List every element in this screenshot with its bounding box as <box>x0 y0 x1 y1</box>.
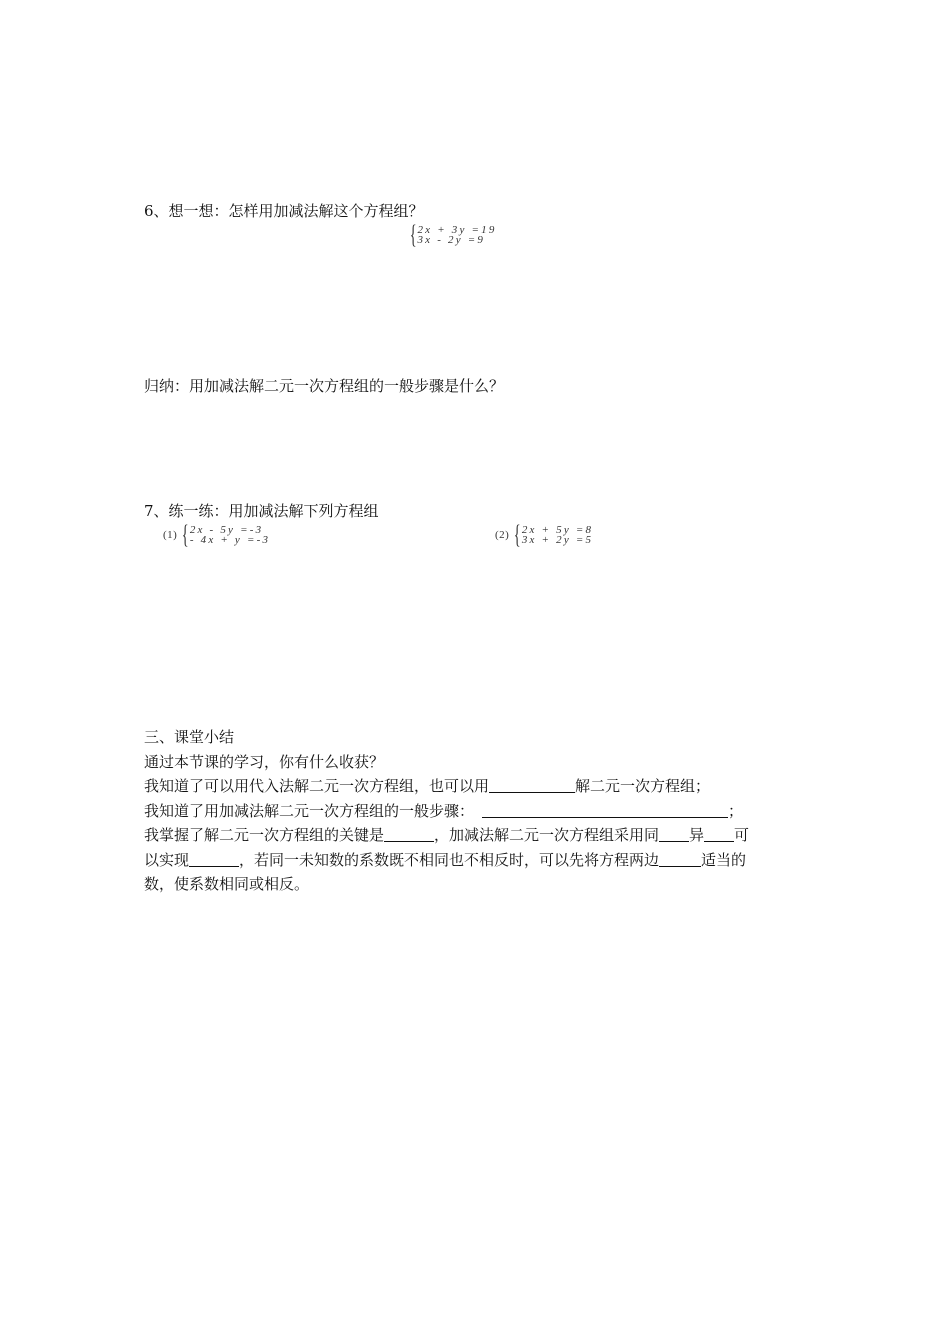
line3-text-a: 我掌握了解二元一次方程组的关键是 <box>144 826 385 844</box>
q7-problem-1-label: (1) <box>163 529 178 541</box>
steps-blank[interactable] <box>482 801 728 818</box>
line2-text-b: ； <box>728 801 744 820</box>
key-blank[interactable] <box>384 825 434 842</box>
same-blank[interactable] <box>659 825 689 842</box>
summary-line-5: 数，使系数相同或相反。 <box>144 875 310 893</box>
q7-problem-1 <box>163 520 271 549</box>
line3-text-c: 异 <box>689 826 705 844</box>
line3-text-b: ，加减法解二元一次方程组采用同 <box>434 826 660 844</box>
q7-p1-eq1: 2x - 5y =-3 <box>189 524 264 536</box>
method-blank[interactable] <box>489 776 575 793</box>
line4-text-c: 适当的 <box>701 850 747 869</box>
brace-icon: { <box>409 220 417 249</box>
line1-text-a: 我知道了可以用代入法解二元一次方程组，也可以用 <box>144 777 490 795</box>
brace-icon: { <box>182 520 190 549</box>
line4-text-a: 以实现 <box>144 850 190 869</box>
line3-text-d: 可 <box>734 826 750 844</box>
line4-text-b: ，若同一未知数的系数既不相同也不相反时，可以先将方程两边 <box>239 850 660 869</box>
summary-line-1 <box>144 774 814 799</box>
q6-equation-system <box>407 220 497 249</box>
q6-prompt: 6、想一想：怎样用加减法解这个方程组？ <box>144 202 424 220</box>
line2-text-a: 我知道了用加减法解二元一次方程组的一般步骤： <box>144 801 475 820</box>
line1-text-b: 解二元一次方程组； <box>575 777 711 795</box>
multiply-blank[interactable] <box>659 850 701 867</box>
q7-problem-2 <box>495 520 594 549</box>
summary-line-4 <box>144 848 814 873</box>
q6-eq2: 3x - 2y =9 <box>417 234 486 246</box>
different-blank[interactable] <box>704 825 734 842</box>
section3-heading: 三、课堂小结 <box>144 728 235 746</box>
summary-line-2 <box>144 799 814 824</box>
q7-p2-eq2: 3x + 2y =5 <box>521 534 594 546</box>
achieve-blank[interactable] <box>189 850 239 867</box>
brace-icon: { <box>514 520 522 549</box>
class-summary-section <box>144 725 814 897</box>
section3-question: 通过本节课的学习，你有什么收获？ <box>144 752 385 771</box>
summary-line-3 <box>144 823 814 848</box>
q6-eq1: 2x + 3y =19 <box>417 224 497 236</box>
q7-prompt: 7、练一练：用加减法解下列方程组 <box>144 502 379 520</box>
q7-p1-eq2: - 4x + y =-3 <box>189 534 271 546</box>
summary-prompt: 归纳：用加减法解二元一次方程组的一般步骤是什么？ <box>144 377 505 395</box>
q7-problem-2-label: (2) <box>495 529 510 541</box>
q7-p2-eq1: 2x + 5y =8 <box>521 524 594 536</box>
